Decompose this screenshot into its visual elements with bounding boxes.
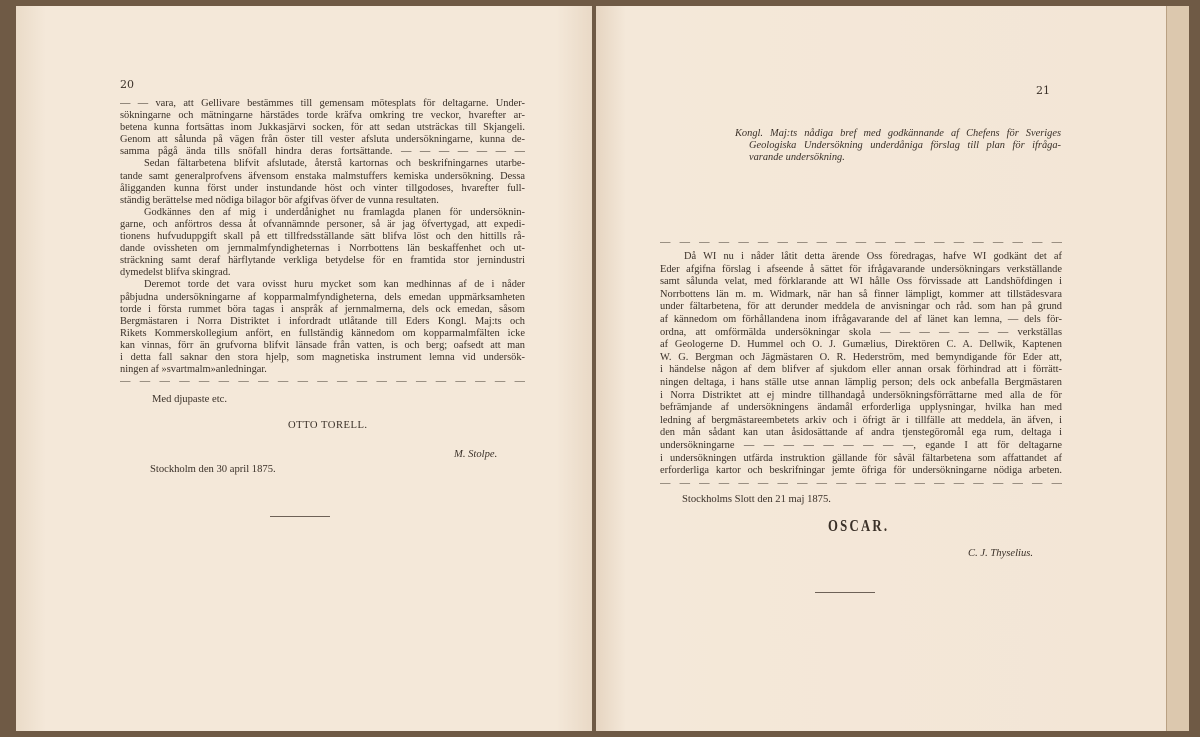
heading-line: varande undersökning. bbox=[749, 152, 845, 163]
text-line: sträckning samt deraf härflytande verkliga betydelse för en framtida stor jernindustri bbox=[120, 255, 525, 267]
text-line: samt sålunda velat, med förklarande att WI hålle Oss förvissade att Landshöfdingen i bbox=[660, 276, 1062, 288]
countersign-thyselius: C. J. Thyselius. bbox=[968, 548, 1034, 559]
text-line: ningen deltaga, i hans ställe utse annan lämplig person; dels ock anbefalla Bergmästaren bbox=[660, 376, 1062, 388]
countersign-stolpe: M. Stolpe. bbox=[454, 449, 498, 460]
text-line: betena kunna fortsättas inom Jukkasjärvi socken, för att sedan utsträckas till Skjangeli. bbox=[120, 122, 525, 134]
text-line: tande samt generalprofvens äfvensom enstaka malmstuffers kemiska undersökning. Dessa bbox=[120, 170, 525, 182]
text-line: Sedan fältarbetena blifvit afslutade, återstå kartornas och beskrifningarnes utarbe- bbox=[144, 158, 525, 170]
text-line: Deremot torde det vara ovisst huru mycket som kan medhinnas af de i nåder bbox=[144, 279, 525, 291]
text-line: erforderliga kartor och beskrifningar jemte öfriga för undersökningarne nödiga arbeten. bbox=[660, 465, 1062, 477]
text-line: ordna, att omförmälda undersökningar skola — — — — — — — verkställas bbox=[660, 326, 1062, 338]
letter-heading bbox=[735, 128, 1061, 164]
text-line: af kännedom om förhållandena inom ifrågavarande del af länet kan lemna, — dels för- bbox=[660, 313, 1062, 325]
dash-separator: — — — — — — — — — — — — — — — — — — — — — bbox=[120, 376, 525, 388]
signature-torell: OTTO TORELL. bbox=[288, 420, 368, 431]
text-line: garne, och anförtros dessa åt ofvannämnde personer, så är jag öfvertygad, att expedi- bbox=[120, 218, 525, 230]
text-line: dymedelst blifva skingrad. bbox=[120, 267, 231, 279]
dash-separator: — — — — — — — — — — — — — — — — — — — — — bbox=[660, 477, 1062, 489]
text-line: ständig berättelse med nödiga bilagor bör afgifvas öfver de vunna resultaten. bbox=[120, 194, 439, 206]
text-line: Norrbottens län m. m. Widmark, när han så finner lämpligt, kommer att tillstädesvara bbox=[660, 288, 1062, 300]
page-edge bbox=[1166, 6, 1189, 731]
text-line: kan vinnas, förr än grufvorna blifvit länsade från vatten, is och berg; oafsedt att man bbox=[120, 339, 525, 351]
text-line: den mån sådant kan utan åsidosättande af andra tjenstegöromål ega rum, deltaga i bbox=[660, 427, 1062, 439]
text-line: åligganden kunna först under instundande höst och vinter tillgodoses, hvarefter full- bbox=[120, 182, 525, 194]
text-line: Bergmästaren i Norra Distriktet i infordradt utlåtande till Eders Kongl. Maj:ts och bbox=[120, 315, 525, 327]
text-line: undersökningarne — — — — — — — — —, egande I att för deltagarne bbox=[660, 439, 1062, 451]
text-line: Rikets Kommerskollegium anfört, en fullständig kännedom om kopparmalmfälten icke bbox=[120, 327, 525, 339]
text-line: tionens hufvuduppgift skall på ett tillfredsställande sätt blifva löst och den hittills rå- bbox=[120, 231, 525, 243]
text-line: i detta fall saknar den stora hjelp, som magnetiska instrument lemna vid undersök- bbox=[120, 351, 525, 363]
text-line: torde i första rummet böra tagas i anspråk af jernmalmerna, dels ock emedan, såsom bbox=[120, 303, 525, 315]
right-body-text bbox=[660, 251, 1062, 490]
text-line: ledning af bergmästareembetets arkiv och i öfrigt är i tillfälle att meddela, än äfven, i bbox=[660, 414, 1062, 426]
text-line: påbjudna undersökningarne af kopparmalmfyndigheterna, dels emedan uppmärksamheten bbox=[120, 291, 525, 303]
text-line: Eder afgifna förslag i afseende å sättet för ifrågavarande undersökningars verkställande bbox=[660, 263, 1062, 275]
text-line: af Geologerne D. Hummel och O. J. Gumælius, Direktören C. A. Dellwik, Kaptenen bbox=[660, 339, 1062, 351]
place-date-left: Stockholm den 30 april 1875. bbox=[150, 464, 276, 475]
text-line: ningen af »svartmalm»anledningar. bbox=[120, 364, 267, 376]
heading-line: Kongl. Maj:ts nådiga bref med godkännande af Chefens för Sveriges bbox=[735, 128, 1061, 139]
text-line: under fältarbetena, för att derunder meddela de anvisningar och råd. som han på grund bbox=[660, 301, 1062, 313]
page-number-right: 21 bbox=[1036, 84, 1050, 97]
text-line: sökningarne och mätningarne härstädes torde kräfva omkring tre veckor, hvarefter ar- bbox=[120, 110, 525, 122]
text-line: — — vara, att Gellivare bestämmes till gemensam mötesplats för deltagarne. Under- bbox=[120, 98, 525, 109]
divider-left bbox=[270, 516, 330, 517]
left-body-text bbox=[120, 98, 525, 388]
text-line: i undersökningen utfärda instruktion gällande för såväl fältarbetena som affattandet af bbox=[660, 452, 1062, 464]
text-line: Godkännes den af mig i underdånighet nu framlagda planen för undersöknin- bbox=[144, 206, 525, 218]
dash-separator: — — — — — — — — — — — — — — — — — — — — — bbox=[660, 237, 1062, 248]
text-line: befrämjande af undersökningens ändamål erforderliga upplysningar, hvilka han med bbox=[660, 402, 1062, 414]
place-date-right: Stockholms Slott den 21 maj 1875. bbox=[682, 494, 831, 505]
closing: Med djupaste etc. bbox=[152, 394, 228, 405]
text-line: i Norra Distriktet att ej mindre tillhandagå undersökningsförrättarne med alla de för bbox=[660, 389, 1062, 401]
text-line: i händelse någon af dem blifver af sjukdom eller annan orsak förhindrad att i förrätt- bbox=[660, 364, 1062, 376]
dash-row bbox=[660, 237, 1062, 250]
text-line: W. G. Bergman och Jägmästaren O. R. Hederström, med bemyndigande för Eder att, bbox=[660, 351, 1062, 363]
divider-right bbox=[815, 592, 875, 593]
text-line: Då WI nu i nåder låtit detta ärende Oss föredragas, hafve WI godkänt det af bbox=[684, 251, 1062, 262]
page-number-left: 20 bbox=[120, 78, 134, 91]
text-line: samma pågå ända tills snöfall hindra deras fortsättande. — — — — — — — bbox=[120, 146, 525, 158]
signature-oscar: OSCAR. bbox=[828, 516, 890, 535]
heading-line: Geologiska Undersökning underdåniga förslag till plan för ifråga- bbox=[749, 140, 1061, 151]
text-line: dande ovissheten om jernmalmfyndigheternas i Norrbottens län beskaffenhet och ut- bbox=[120, 243, 525, 255]
text-line: Genom att sålunda på vägen från öster till vester afsluta undersökningarne, kunna de- bbox=[120, 134, 525, 146]
